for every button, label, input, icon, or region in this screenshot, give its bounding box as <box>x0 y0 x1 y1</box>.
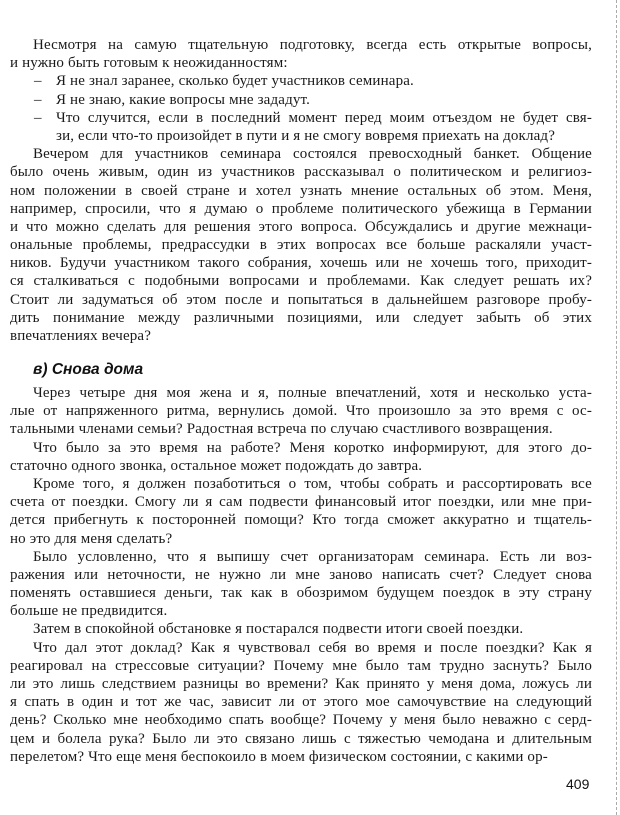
list-item-line <box>10 127 592 145</box>
scan-edge-divider <box>616 0 617 815</box>
paragraph-line: счета от поездки. Смогу ли я сам подвести финансовый итог поездки, или мне при- <box>10 494 592 511</box>
paragraph-line: ональные проблемы, предрассудки в этих вопросах все больше раскаляли участ- <box>10 237 592 254</box>
list-dash: – <box>34 109 42 126</box>
paragraph-line: перелетом? Что еще меня беспокоило в моем физическом состоянии, с какими ор- <box>10 748 548 765</box>
paragraph-line: реагировал на стрессовые ситуации? Почему мне было там трудно заснуть? Было <box>10 657 592 674</box>
list-item-line <box>10 109 592 127</box>
paragraph-line: тальными членами семьи? Радостная встреча по случаю счастливого возвращения. <box>10 421 553 438</box>
paragraph-line: Что было за это время на работе? Меня коротко информируют, для этого до- <box>33 439 592 456</box>
page-number: 409 <box>566 776 590 792</box>
paragraph-line: Что дал этот доклад? Как я чувствовал себя во время и после поездки? Как я <box>33 639 592 656</box>
paragraph-line: было очень живым, один из участников рассказывал о политическом и религиоз- <box>10 164 592 181</box>
paragraph-line: лые от напряженного ритма, вернулись домой. Что произошло за это время с ос- <box>10 403 592 420</box>
paragraph-line: и что можно сделать для решения этого вопроса. Обсуждались и другие межнаци- <box>10 218 592 235</box>
paragraph-line: Вечером для участников семинара состоялся превосходный банкет. Общение <box>33 146 592 163</box>
list-item-text: Что случится, если в последний момент перед моим отъездом не будет свя- <box>56 109 592 126</box>
paragraph-line: статочно одного звонка, остальное может подождать до завтра. <box>10 457 423 474</box>
paragraph-line: больше не предвидится. <box>10 603 168 620</box>
body-text-section-2 <box>10 384 592 766</box>
paragraph-line: я спать в один и тот же час, зависит ли от этого мое самочувствие на следующий <box>10 694 592 711</box>
paragraph-line: Было условленно, что я выпишу счет организаторам семинара. Есть ли воз- <box>33 548 592 565</box>
paragraph-line: например, спросили, что я думаю о проблеме политического убежища в Германии <box>10 200 592 217</box>
paragraph-line: ражения или неточности, не нужно ли мне заново написать счет? Следует снова <box>10 566 592 583</box>
paragraph-line: цем и болела рука? Было ли это связано лишь с тяжестью чемодана и длительным <box>10 730 592 747</box>
list-item-text: Я не знал заранее, сколько будет участников семинара. <box>56 73 414 90</box>
section-heading: в) Снова дома <box>33 361 144 378</box>
paragraph-line: Кроме того, я должен позаботиться о том, чтобы собрать и рассортировать все <box>33 475 592 492</box>
paragraph-line: ли это лишь следствием разницы во времени? Как принято у меня дома, ложусь ли <box>10 676 592 692</box>
list-item-line <box>10 72 592 90</box>
paragraph-line: Через четыре дня моя жена и я, полные впечатлений, хотя и несколько уста- <box>33 385 592 401</box>
list-item-text: зи, если что-то произойдет в пути и я не смогу вовремя приехать на доклад? <box>56 127 556 144</box>
list-dash: – <box>34 73 42 90</box>
list-dash: – <box>34 91 42 108</box>
paragraph-line: ся сталкиваться с подобными вопросами и проблемами. Как следует решать их? <box>10 273 592 290</box>
paragraph-line: и нужно быть готовым к неожиданностям: <box>10 55 288 72</box>
list-item-line <box>10 91 592 109</box>
body-text-section-1 <box>10 36 592 345</box>
paragraph-line: дить понимание между различными позициями, или следует забыть об этих <box>10 309 592 326</box>
paragraph-line: Несмотря на самую тщательную подготовку, всегда есть открытые вопросы, <box>33 37 592 53</box>
paragraph-line: Стоит ли задуматься об этом после и попытаться в дальнейшем разговоре пробу- <box>10 291 592 308</box>
paragraph-line: но это для меня сделать? <box>10 530 173 547</box>
paragraph-line: впечатлениях вечера? <box>10 328 152 344</box>
list-item-text: Я не знаю, какие вопросы мне зададут. <box>56 91 310 108</box>
paragraph-line: поменять оставшиеся деньги, так как в обозримом будущем поездок в эту страну <box>10 585 592 602</box>
paragraph-line: ном положении в своей стране и хотел узнать мнение остальных об этом. Меня, <box>10 182 592 199</box>
paragraph-line: день? Сколько мне необходимо спать вообще? Почему у меня было неважно с серд- <box>10 712 592 729</box>
paragraph-line: Затем в спокойной обстановке я постарался подвести итоги своей поездки. <box>33 621 524 638</box>
paragraph-line: ников. Будучи участником такого собрания, хочешь или не хочешь того, приходит- <box>10 255 592 272</box>
paragraph-line: дется прибегнуть к посторонней помощи? Кто тогда сможет аккуратно и тщатель- <box>10 512 592 529</box>
